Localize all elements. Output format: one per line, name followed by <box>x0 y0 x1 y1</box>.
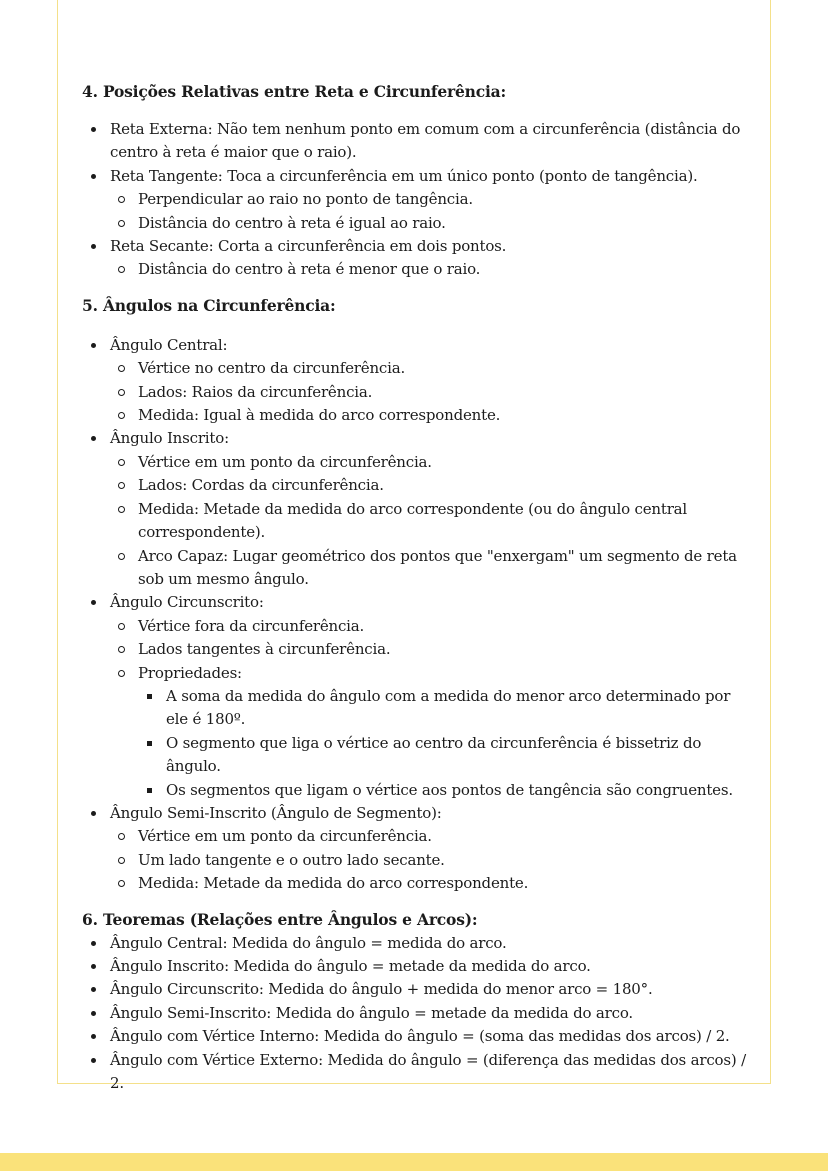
sublist <box>110 451 752 591</box>
list-item: Vértice em um ponto da circunferência. <box>110 825 752 848</box>
sublist <box>110 825 752 895</box>
list-item <box>82 165 752 235</box>
list-item-text: Ângulo Inscrito: <box>110 429 229 448</box>
footer-accent-bar <box>0 1153 828 1171</box>
sublist <box>110 258 752 281</box>
list-item: Ângulo Central: Medida do ângulo = medida do arco. <box>82 932 752 955</box>
sublist <box>110 188 752 235</box>
list-item: Arco Capaz: Lugar geométrico dos pontos que "enxergam" um segmento de reta sob um mesmo ângulo. <box>110 545 752 592</box>
list-item: Lados: Cordas da circunferência. <box>110 474 752 497</box>
list-item: A soma da medida do ângulo com a medida do menor arco determinado por ele é 180º. <box>138 685 752 732</box>
list-item: Ângulo com Vértice Interno: Medida do ângulo = (soma das medidas dos arcos) / 2. <box>82 1025 752 1048</box>
sublist <box>110 615 752 802</box>
document-body <box>82 80 752 1095</box>
list-item <box>82 235 752 282</box>
list-item-text: Ângulo Semi-Inscrito (Ângulo de Segmento): <box>110 803 442 822</box>
sublist <box>110 357 752 427</box>
list-item: Lados tangentes à circunferência. <box>110 638 752 661</box>
list-item: Os segmentos que ligam o vértice aos pontos de tangência são congruentes. <box>138 779 752 802</box>
list-item <box>110 662 752 802</box>
list-item: Ângulo com Vértice Externo: Medida do ângulo = (diferença das medidas dos arcos) / 2. <box>82 1049 752 1096</box>
section-6-list <box>82 932 752 1096</box>
section-4-heading: 4. Posições Relativas entre Reta e Circunferência: <box>82 82 507 101</box>
list-item: Reta Externa: Não tem nenhum ponto em comum com a circunferência (distância do centro à reta é maior que o raio). <box>82 118 752 165</box>
list-item: Vértice no centro da circunferência. <box>110 357 752 380</box>
section-5-heading: 5. Ângulos na Circunferência: <box>82 295 336 315</box>
list-item: Medida: Igual à medida do arco correspondente. <box>110 404 752 427</box>
list-item: Ângulo Semi-Inscrito: Medida do ângulo = metade da medida do arco. <box>82 1002 752 1025</box>
list-item: Distância do centro à reta é igual ao raio. <box>110 212 752 235</box>
list-item: Vértice fora da circunferência. <box>110 615 752 638</box>
list-item-text: Reta Secante: Corta a circunferência em dois pontos. <box>110 237 507 256</box>
list-item: Lados: Raios da circunferência. <box>110 381 752 404</box>
list-item-text: Propriedades: <box>138 663 242 682</box>
section-4-list <box>82 118 752 282</box>
list-item: Medida: Metade da medida do arco correspondente. <box>110 872 752 895</box>
list-item: Ângulo Circunscrito: Medida do ângulo + medida do menor arco = 180°. <box>82 978 752 1001</box>
list-item-angulo-semi-inscrito <box>82 802 752 896</box>
section-5-list <box>82 334 752 896</box>
list-item: O segmento que liga o vértice ao centro da circunferência é bissetriz do ângulo. <box>138 732 752 779</box>
list-item: Distância do centro à reta é menor que o raio. <box>110 258 752 281</box>
list-item: Ângulo Inscrito: Medida do ângulo = metade da medida do arco. <box>82 955 752 978</box>
sublist <box>138 685 752 802</box>
section-6-heading: 6. Teoremas (Relações entre Ângulos e Arcos): <box>82 909 478 929</box>
list-item-angulo-inscrito <box>82 427 752 591</box>
list-item-text: Ângulo Central: <box>110 335 228 354</box>
list-item: Um lado tangente e o outro lado secante. <box>110 849 752 872</box>
list-item: Vértice em um ponto da circunferência. <box>110 451 752 474</box>
list-item: Perpendicular ao raio no ponto de tangência. <box>110 188 752 211</box>
list-item-angulo-circunscrito <box>82 591 752 802</box>
list-item-angulo-central <box>82 334 752 428</box>
list-item: Medida: Metade da medida do arco correspondente (ou do ângulo central correspondente). <box>110 498 752 545</box>
list-item-text: Ângulo Circunscrito: <box>110 593 264 612</box>
list-item-text: Reta Tangente: Toca a circunferência em um único ponto (ponto de tangência). <box>110 166 698 185</box>
